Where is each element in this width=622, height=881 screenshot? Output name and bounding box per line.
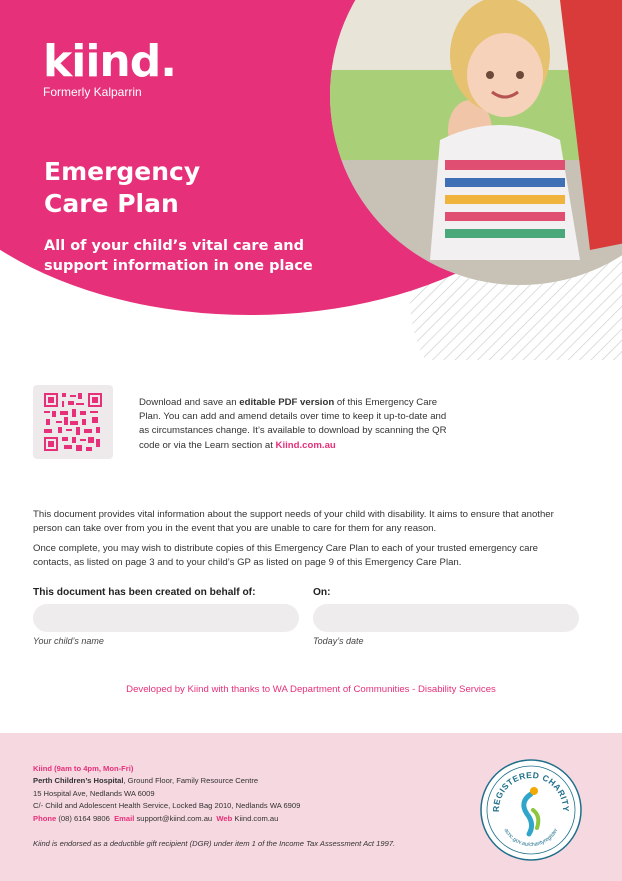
date-label: On: [313,587,331,598]
hospital-name: Perth Children’s Hospital [33,776,124,786]
intro-paragraph-1: This document provides vital information about the support needs of your child with disability. It aims to ensure that another person can take over from you in the event that you are unable to care for them for any reason. [33,509,554,535]
page-title: Emergency Care Plan [44,157,201,218]
child-name-hint: Your child’s name [33,636,104,646]
charity-dot-icon [530,787,538,795]
kiind-website-link[interactable]: Kiind.com.au [275,439,336,451]
date-field[interactable] [313,604,579,632]
download-instructions [139,396,457,453]
qr-code-panel[interactable] [33,385,113,459]
intro-paragraph-2: Once complete, you may wish to distribute copies of this Emergency Care Plan to each of your trusted emergency care contacts, as listed on page 3 and to your child’s GP as listed on page 9 of this Emergency Care Plan. [33,543,538,569]
hospital-line [33,775,300,787]
phone-label: Phone [33,813,57,823]
badge-title: REGISTERED CHARITY [490,769,572,813]
registered-charity-badge[interactable] [479,758,583,862]
dgr-note: Kiind is endorsed as a deductible gift recipient (DGR) under item 1 of the Income Tax Assessment Act 1997. [33,839,396,848]
hospital-location: , Ground Floor, Family Resource Centre [123,776,259,786]
contact-line [33,813,300,825]
footer [0,733,622,881]
logo-formerly: Formerly Kalparrin [43,85,142,99]
credit-line: Developed by Kiind with thanks to WA Department of Communities - Disability Services [126,684,496,695]
qr-code-icon [44,393,102,451]
web-label: Web [216,813,233,823]
contact-details [33,763,300,825]
email-label: Email [114,813,135,823]
download-text-after: of this Emergency Care Plan. You can add and amend details over time to keep it up-to-date and as circumstances change. It’s available to download by scanning the QR code or via the Learn section at [139,397,447,451]
kiind-logo [43,38,176,99]
download-text-before: Download and save an [139,397,240,408]
child-name-field[interactable] [33,604,299,632]
hero-banner [0,0,622,360]
email-address[interactable]: support@kiind.com.au [136,813,213,823]
logo-wordmark: kiind. [43,36,176,87]
web-address[interactable]: Kiind.com.au [234,813,279,823]
page-subtitle: All of your child’s vital care and support information in one place [44,238,313,274]
office-hours: Kiind (9am to 4pm, Mon-Fri) [33,764,134,773]
address-line-2: C/- Child and Adolescent Health Service, Locked Bag 2010, Nedlands WA 6909 [33,801,301,811]
date-hint: Today’s date [313,636,364,646]
badge-url: acnc.gov.au/charityregister [502,827,560,849]
phone-number[interactable]: (08) 6164 9806 [58,813,110,823]
behalf-label: This document has been created on behalf of: [33,587,256,598]
address-line-1: 15 Hospital Ave, Nedlands WA 6009 [33,788,155,798]
editable-pdf-link[interactable]: editable PDF version [239,397,335,408]
